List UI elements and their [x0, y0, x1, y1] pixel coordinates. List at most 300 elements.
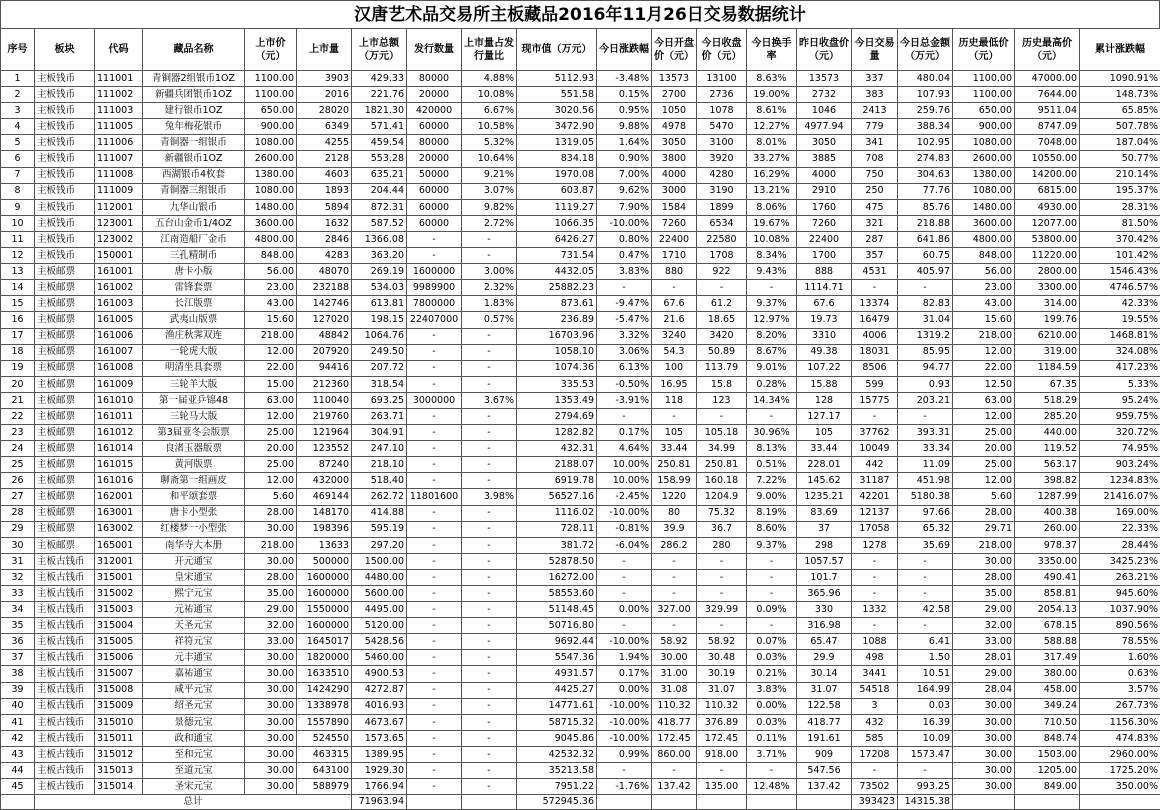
table-cell: 458.00 [1015, 682, 1080, 698]
table-cell: 13100 [697, 71, 747, 87]
table-cell: 新疆银币1OZ [143, 151, 245, 167]
table-row [1, 360, 1160, 376]
table-cell: 12.27% [747, 119, 797, 135]
table-cell: 414.88 [352, 505, 407, 521]
table-cell: 9.01% [747, 360, 797, 376]
table-cell: 20.00 [245, 441, 297, 457]
table-cell: 元丰通宝 [143, 650, 245, 666]
table-cell: 315004 [95, 618, 143, 634]
table-cell: 21.6 [652, 312, 697, 328]
table-cell: 1064.76 [352, 328, 407, 344]
table-cell: 政和通宝 [143, 730, 245, 746]
table-cell: 30.00 [245, 553, 297, 569]
table-cell: 0.51% [747, 457, 797, 473]
table-cell: 993.25 [898, 779, 953, 795]
table-cell: 219760 [297, 408, 352, 424]
table-row [1, 698, 1160, 714]
table-cell: 5.60 [245, 489, 297, 505]
table-cell: 雷锋套票 [143, 280, 245, 296]
table-cell: 33.00 [245, 634, 297, 650]
table-cell: 15 [1, 296, 35, 312]
table-body [1, 71, 1160, 795]
table-cell: 4255 [297, 135, 352, 151]
table-cell: 37 [797, 521, 852, 537]
table-cell: 81.50% [1080, 215, 1160, 231]
table-cell: 107.93 [898, 87, 953, 103]
table-cell: 169.00% [1080, 505, 1160, 521]
table-cell: 5894 [297, 199, 352, 215]
table-cell: -10.00% [597, 215, 652, 231]
column-header: 上市价（元） [245, 29, 297, 71]
table-cell: 269.19 [352, 264, 407, 280]
table-cell: 6.41 [898, 634, 953, 650]
table-cell: 8747.09 [1015, 119, 1080, 135]
table-cell: 728.11 [517, 521, 597, 537]
table-cell: 35213.58 [517, 763, 597, 779]
table-cell: 137.42 [797, 779, 852, 795]
table-cell: 28.00 [953, 505, 1015, 521]
table-cell: 78.55% [1080, 634, 1160, 650]
table-cell: 主板邮票 [35, 425, 95, 441]
table-cell: 459.54 [352, 135, 407, 151]
table-cell: 8.67% [747, 344, 797, 360]
table-cell: 1080.00 [953, 183, 1015, 199]
table-cell: -3.91% [597, 392, 652, 408]
table-cell: 400.38 [1015, 505, 1080, 521]
table-cell: 0.80% [597, 231, 652, 247]
table-cell: 28020 [297, 103, 352, 119]
table-cell: 97.66 [898, 505, 953, 521]
column-header: 历史最高价（元） [1015, 29, 1080, 71]
table-cell: - [407, 360, 462, 376]
table-cell: 4900.53 [352, 666, 407, 682]
table-cell: 1 [1, 71, 35, 87]
table-cell: 0.21% [747, 666, 797, 682]
table-cell: - [407, 248, 462, 264]
table-cell: 圣宋元宝 [143, 779, 245, 795]
table-cell: - [407, 682, 462, 698]
column-header: 上市总额（万元） [352, 29, 407, 71]
table-cell: 25 [1, 457, 35, 473]
table-cell: - [462, 698, 517, 714]
table-cell: 25.00 [245, 457, 297, 473]
table-cell: 5 [1, 135, 35, 151]
table-cell: 349.24 [1015, 698, 1080, 714]
table-cell: 105.18 [697, 425, 747, 441]
table-cell: 主板邮票 [35, 408, 95, 424]
table-cell: 267.73% [1080, 698, 1160, 714]
table-cell: 9.37% [747, 537, 797, 553]
table-cell: 451.98 [898, 473, 953, 489]
table-cell: 35 [1, 618, 35, 634]
table-cell: 111001 [95, 71, 143, 87]
table-cell: 3020.56 [517, 103, 597, 119]
table-cell: 1234.83% [1080, 473, 1160, 489]
table-cell: 主板古钱币 [35, 763, 95, 779]
table-cell: 主板钱币 [35, 135, 95, 151]
table-cell: 41 [1, 714, 35, 730]
table-cell: 33.34 [898, 441, 953, 457]
table-cell: 67.6 [797, 296, 852, 312]
table-cell: - [898, 408, 953, 424]
table-cell: 7951.22 [517, 779, 597, 795]
table-cell: 890.56% [1080, 618, 1160, 634]
table-cell: - [747, 618, 797, 634]
table-cell: 162001 [95, 489, 143, 505]
table-cell: 8.13% [747, 441, 797, 457]
table-cell: 7 [1, 167, 35, 183]
table-cell: 111005 [95, 119, 143, 135]
table-cell: - [462, 231, 517, 247]
table-cell: 118 [652, 392, 697, 408]
table-cell: 16 [1, 312, 35, 328]
table-cell: 良渚玉器版票 [143, 441, 245, 457]
table-cell: 329.99 [697, 602, 747, 618]
table-cell: 7260 [797, 215, 852, 231]
table-cell: - [597, 280, 652, 296]
column-header: 今日收盘价（元） [697, 29, 747, 71]
table-cell: - [747, 408, 797, 424]
table-cell: 15.60 [953, 312, 1015, 328]
table-cell: 4006 [852, 328, 898, 344]
table-row [1, 505, 1160, 521]
table-cell: 888 [797, 264, 852, 280]
table-cell: 148.73% [1080, 87, 1160, 103]
table-cell: 黄河版票 [143, 457, 245, 473]
table-row [1, 344, 1160, 360]
table-cell: 主板古钱币 [35, 698, 95, 714]
table-cell: 10.09 [898, 730, 953, 746]
table-cell: 主板古钱币 [35, 602, 95, 618]
table-cell: 4.64% [597, 441, 652, 457]
table-cell: - [407, 441, 462, 457]
table-cell: 111009 [95, 183, 143, 199]
table-cell: 304.63 [898, 167, 953, 183]
table-cell: 11220.00 [1015, 248, 1080, 264]
table-cell: 260.00 [1015, 521, 1080, 537]
table-cell: 0.17% [597, 666, 652, 682]
table-cell: 16703.96 [517, 328, 597, 344]
table-cell: 110040 [297, 392, 352, 408]
table-cell: 161009 [95, 376, 143, 392]
table-cell: - [462, 457, 517, 473]
table-cell: 250.81 [697, 457, 747, 473]
table-cell: 3441 [852, 666, 898, 682]
table-cell: 263.71 [352, 408, 407, 424]
table-cell: 42.58 [898, 602, 953, 618]
table-cell: 1929.30 [352, 763, 407, 779]
table-cell: 开元通宝 [143, 553, 245, 569]
table-cell: 9045.86 [517, 730, 597, 746]
table-cell: - [407, 569, 462, 585]
column-header: 累计涨跌幅 [1080, 29, 1160, 71]
table-cell: - [407, 457, 462, 473]
table-cell: 主板古钱币 [35, 746, 95, 762]
table-cell: 6.13% [597, 360, 652, 376]
table-cell: 1100.00 [245, 71, 297, 87]
table-cell: 218.00 [245, 328, 297, 344]
table-cell: - [462, 376, 517, 392]
table-cell: 30.00 [245, 714, 297, 730]
table-cell: 三孔精制币 [143, 248, 245, 264]
table-cell: 4000 [797, 167, 852, 183]
table-cell: 1893 [297, 183, 352, 199]
table-cell: 80000 [407, 135, 462, 151]
table-cell: - [407, 602, 462, 618]
table-cell: 0.03 [898, 698, 953, 714]
table-cell: 52878.50 [517, 553, 597, 569]
table-cell: - [852, 408, 898, 424]
table-cell: 10.51 [898, 666, 953, 682]
table-cell: 315011 [95, 730, 143, 746]
table-cell: 3190 [697, 183, 747, 199]
table-cell: 693.25 [352, 392, 407, 408]
table-row [1, 151, 1160, 167]
table-cell: 1380.00 [953, 167, 1015, 183]
table-cell: 335.53 [517, 376, 597, 392]
table-cell: 11.09 [898, 457, 953, 473]
table-cell: 315007 [95, 666, 143, 682]
table-cell: 33.44 [797, 441, 852, 457]
table-cell: 5.60 [953, 489, 1015, 505]
table-cell: 31.07 [797, 682, 852, 698]
table-cell: 102.95 [898, 135, 953, 151]
table-cell: 85.95 [898, 344, 953, 360]
table-row [1, 376, 1160, 392]
table-cell: 1235.21 [797, 489, 852, 505]
table-cell: 2960.00% [1080, 746, 1160, 762]
table-row [1, 248, 1160, 264]
table-cell: - [407, 650, 462, 666]
table-cell: 23.00 [245, 280, 297, 296]
table-cell: 161016 [95, 473, 143, 489]
table-cell: 主板古钱币 [35, 714, 95, 730]
table-cell: - [697, 586, 747, 602]
table-cell: 123001 [95, 215, 143, 231]
table-cell: - [697, 569, 747, 585]
table-cell: 0.63% [1080, 666, 1160, 682]
table-cell: 建行银币1OZ [143, 103, 245, 119]
table-cell: 918.00 [697, 746, 747, 762]
table-row [1, 730, 1160, 746]
table-cell: - [462, 682, 517, 698]
table-cell: 主板古钱币 [35, 682, 95, 698]
table-cell: -10.00% [597, 730, 652, 746]
table-cell: 青铜器2组银币1OZ [143, 71, 245, 87]
table-cell: - [462, 763, 517, 779]
table-cell: 1820000 [297, 650, 352, 666]
table-cell: - [462, 360, 517, 376]
table-cell: 587.52 [352, 215, 407, 231]
table-cell: 12 [1, 248, 35, 264]
table-cell: 1970.08 [517, 167, 597, 183]
table-cell: 20 [1, 376, 35, 392]
table-cell: 112001 [95, 199, 143, 215]
table-cell: 3240 [652, 328, 697, 344]
table-row [1, 296, 1160, 312]
table-cell: 50.77% [1080, 151, 1160, 167]
table-cell: 13374 [852, 296, 898, 312]
table-cell: 3472.90 [517, 119, 597, 135]
table-cell: 469144 [297, 489, 352, 505]
table-cell: 主板钱币 [35, 183, 95, 199]
table-cell: - [407, 537, 462, 553]
table-cell: 834.18 [517, 151, 597, 167]
table-cell: 5180.38 [898, 489, 953, 505]
table-cell: 316.98 [797, 618, 852, 634]
table-cell: 315010 [95, 714, 143, 730]
table-cell: 5547.36 [517, 650, 597, 666]
table-cell: 1708 [697, 248, 747, 264]
column-header: 上市量 [297, 29, 352, 71]
table-cell: 主板古钱币 [35, 634, 95, 650]
table-cell: 94416 [297, 360, 352, 376]
table-cell: 景德元宝 [143, 714, 245, 730]
table-cell: 56.00 [953, 264, 1015, 280]
table-cell: 9.37% [747, 296, 797, 312]
table-cell: 主板钱币 [35, 151, 95, 167]
table-cell: 13573 [652, 71, 697, 87]
column-header: 今日总金额（万元） [898, 29, 953, 71]
table-cell: - [697, 553, 747, 569]
table-cell: 28.44% [1080, 537, 1160, 553]
table-cell: 150001 [95, 248, 143, 264]
table-cell: 221.76 [352, 87, 407, 103]
table-cell: - [597, 618, 652, 634]
table-cell: 417.23% [1080, 360, 1160, 376]
table-cell: 1078 [697, 103, 747, 119]
table-cell: 357 [852, 248, 898, 264]
table-cell: 10.08% [747, 231, 797, 247]
table-cell: 三轮马大版 [143, 408, 245, 424]
table-cell: 58.92 [652, 634, 697, 650]
table-cell: 337 [852, 71, 898, 87]
table-cell: 青铜器三组银币 [143, 183, 245, 199]
table-cell: 198396 [297, 521, 352, 537]
table-cell: - [747, 280, 797, 296]
table-cell: 123002 [95, 231, 143, 247]
table-cell: 553.28 [352, 151, 407, 167]
table-cell: 3100 [697, 135, 747, 151]
table-row [1, 87, 1160, 103]
table-cell: 1468.81% [1080, 328, 1160, 344]
table-cell: 1389.95 [352, 746, 407, 762]
table-cell: 5600.00 [352, 586, 407, 602]
table-cell: - [407, 746, 462, 762]
table-cell: 1080.00 [245, 135, 297, 151]
table-cell: 259.76 [898, 103, 953, 119]
table-cell: 8.63% [747, 71, 797, 87]
table-cell: 主板古钱币 [35, 779, 95, 795]
table-cell: - [747, 553, 797, 569]
table-cell: 547.56 [797, 763, 852, 779]
table-cell: 77.76 [898, 183, 953, 199]
table-cell: 3300.00 [1015, 280, 1080, 296]
table-cell: 420000 [407, 103, 462, 119]
sheet-title: 汉唐艺术品交易所主板藏品2016年11月26日交易数据统计 [0, 0, 1160, 28]
table-cell: 28.04 [953, 682, 1015, 698]
table-cell: 1074.36 [517, 360, 597, 376]
table-cell: 9.43% [747, 264, 797, 280]
table-cell: 490.41 [1015, 569, 1080, 585]
table-cell: 363.20 [352, 248, 407, 264]
table-cell: 7048.00 [1015, 135, 1080, 151]
table-cell: 2 [1, 87, 35, 103]
table-cell: 嘉祐通宝 [143, 666, 245, 682]
table-cell: 44 [1, 763, 35, 779]
table-cell: 30.00 [245, 763, 297, 779]
table-cell: 9.88% [597, 119, 652, 135]
table-cell: 10.64% [462, 151, 517, 167]
table-cell: 30.00 [245, 746, 297, 762]
table-row [1, 167, 1160, 183]
table-cell: 主板邮票 [35, 521, 95, 537]
table-cell: 42201 [852, 489, 898, 505]
table-cell: 10049 [852, 441, 898, 457]
table-cell: 7.00% [597, 167, 652, 183]
table-cell: 6919.78 [517, 473, 597, 489]
table-cell: 27 [1, 489, 35, 505]
table-cell: 10.58% [462, 119, 517, 135]
table-cell: - [462, 618, 517, 634]
table-cell: 22.00 [245, 360, 297, 376]
table-row [1, 215, 1160, 231]
table-cell: 主板邮票 [35, 376, 95, 392]
table-cell: 29.00 [953, 666, 1015, 682]
table-row [1, 264, 1160, 280]
table-cell: 58.92 [697, 634, 747, 650]
table-cell: 50716.80 [517, 618, 597, 634]
table-cell: 128 [797, 392, 852, 408]
table-cell: 26 [1, 473, 35, 489]
table-cell: -6.04% [597, 537, 652, 553]
table-cell: 6534 [697, 215, 747, 231]
table-cell: 779 [852, 119, 898, 135]
table-cell: 4.88% [462, 71, 517, 87]
table-cell: 119.52 [1015, 441, 1080, 457]
table-cell: - [898, 586, 953, 602]
table-cell: 29.00 [245, 602, 297, 618]
table-cell: 主板古钱币 [35, 569, 95, 585]
table-row [1, 135, 1160, 151]
table-cell: 900.00 [953, 119, 1015, 135]
table-cell: 263.21% [1080, 569, 1160, 585]
table-cell: 1050 [652, 103, 697, 119]
table-cell: 19.00% [747, 87, 797, 103]
table-cell: 14200.00 [1015, 167, 1080, 183]
table-cell: - [407, 328, 462, 344]
table-cell: 585 [852, 730, 898, 746]
table-cell: 唐卡小版 [143, 264, 245, 280]
table-cell: 8.34% [747, 248, 797, 264]
table-cell: 315013 [95, 763, 143, 779]
table-cell: 8506 [852, 360, 898, 376]
table-cell: 324.08% [1080, 344, 1160, 360]
table-row [1, 650, 1160, 666]
table-cell: - [462, 650, 517, 666]
table-cell: 主板邮票 [35, 296, 95, 312]
table-cell: 22400 [652, 231, 697, 247]
table-cell: 聊斋第一组画皮 [143, 473, 245, 489]
table-cell: 1100.00 [953, 71, 1015, 87]
table-cell: - [462, 730, 517, 746]
table-cell: - [852, 586, 898, 602]
table-cell: 1480.00 [953, 199, 1015, 215]
table-cell: 11801600 [407, 489, 462, 505]
table-cell: 29.71 [953, 521, 1015, 537]
table-cell: 3.07% [462, 183, 517, 199]
table-cell: 青铜器一组银币 [143, 135, 245, 151]
